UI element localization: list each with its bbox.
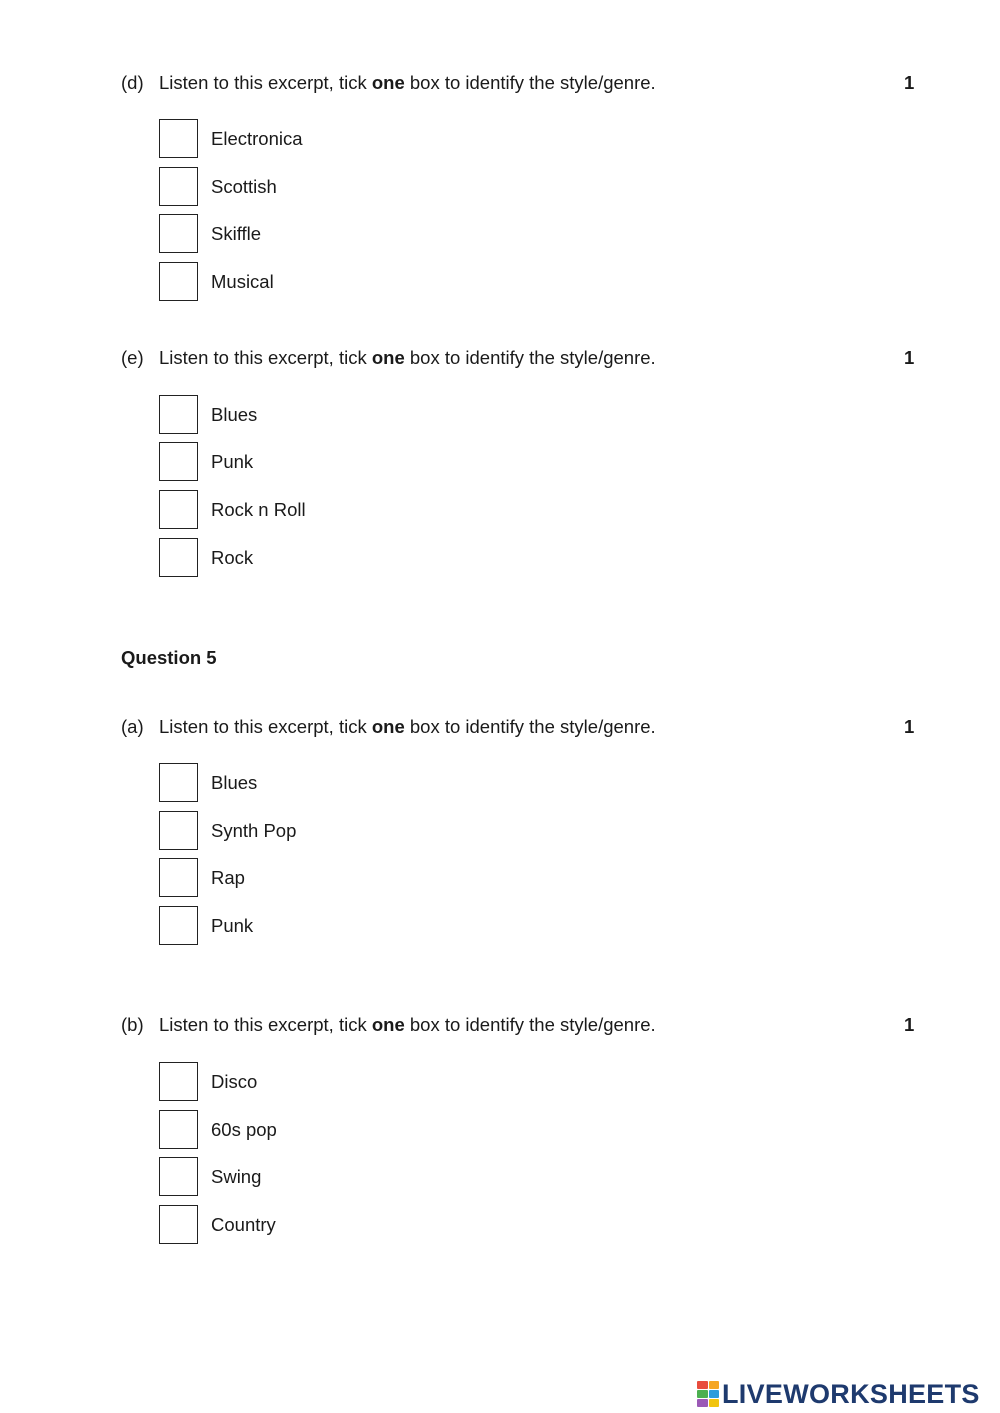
option-label: Disco	[211, 1071, 258, 1092]
option-item	[159, 442, 559, 482]
option-item	[159, 906, 559, 946]
tick-box[interactable]	[159, 167, 198, 206]
option-label: Country	[211, 1214, 276, 1235]
logo-tile	[709, 1399, 720, 1407]
option-label: Rock	[211, 547, 254, 568]
option-item	[159, 119, 559, 159]
option-item	[159, 763, 559, 803]
question-stem: Listen to this excerpt, tick one box to identify the style/genre.	[159, 1014, 656, 1035]
option-item	[159, 1205, 559, 1245]
tick-box[interactable]	[159, 906, 198, 945]
question-marks: 1	[904, 72, 915, 93]
question-stem: Listen to this excerpt, tick one box to identify the style/genre.	[159, 347, 656, 368]
question-b-line	[121, 1012, 921, 1038]
question-e-line	[121, 345, 921, 371]
option-label: Synth Pop	[211, 820, 297, 841]
option-item	[159, 214, 559, 254]
option-item	[159, 538, 559, 578]
option-label: Musical	[211, 271, 274, 292]
tick-box[interactable]	[159, 1157, 198, 1196]
option-label: Rock n Roll	[211, 499, 306, 520]
tick-box[interactable]	[159, 490, 198, 529]
question-stem: Listen to this excerpt, tick one box to identify the style/genre.	[159, 716, 656, 737]
logo-brand-text: LIVEWORKSHEETS	[722, 1379, 980, 1409]
tick-box[interactable]	[159, 119, 198, 158]
option-item	[159, 1110, 559, 1150]
tick-box[interactable]	[159, 811, 198, 850]
tick-box[interactable]	[159, 395, 198, 434]
tick-box[interactable]	[159, 763, 198, 802]
tick-box[interactable]	[159, 1062, 198, 1101]
question-marks: 1	[904, 1014, 915, 1035]
question-label: (e)	[121, 347, 144, 368]
tick-box[interactable]	[159, 442, 198, 481]
logo-tile	[709, 1381, 720, 1389]
tick-box[interactable]	[159, 538, 198, 577]
option-label: Punk	[211, 451, 254, 472]
option-label: Blues	[211, 772, 258, 793]
option-label: Swing	[211, 1166, 262, 1187]
tick-box[interactable]	[159, 858, 198, 897]
option-label: Blues	[211, 404, 258, 425]
liveworksheets-logo[interactable]	[697, 1378, 980, 1410]
option-item	[159, 490, 559, 530]
tick-box[interactable]	[159, 262, 198, 301]
option-item	[159, 167, 559, 207]
option-label: Skiffle	[211, 223, 262, 244]
question-label: (d)	[121, 72, 144, 93]
option-item	[159, 1157, 559, 1197]
question-marks: 1	[904, 347, 915, 368]
question-d-line	[121, 70, 921, 96]
question-label: (b)	[121, 1014, 144, 1035]
logo-tile	[697, 1381, 708, 1389]
option-item	[159, 811, 559, 851]
logo-tile	[697, 1399, 708, 1407]
question-a-line	[121, 714, 921, 740]
question-marks: 1	[904, 716, 915, 737]
option-label: Rap	[211, 867, 245, 888]
question-stem: Listen to this excerpt, tick one box to identify the style/genre.	[159, 72, 656, 93]
tick-box[interactable]	[159, 1110, 198, 1149]
option-item	[159, 858, 559, 898]
option-label: Electronica	[211, 128, 303, 149]
option-item	[159, 262, 559, 302]
option-item	[159, 395, 559, 435]
question-label: (a)	[121, 716, 144, 737]
option-item	[159, 1062, 559, 1102]
section-heading: Question 5	[121, 647, 217, 668]
option-label: Punk	[211, 915, 254, 936]
option-label: Scottish	[211, 176, 277, 197]
option-label: 60s pop	[211, 1119, 277, 1140]
tick-box[interactable]	[159, 214, 198, 253]
logo-tile	[697, 1390, 708, 1398]
logo-tile	[709, 1390, 720, 1398]
tick-box[interactable]	[159, 1205, 198, 1244]
logo-mark-icon	[697, 1381, 719, 1407]
